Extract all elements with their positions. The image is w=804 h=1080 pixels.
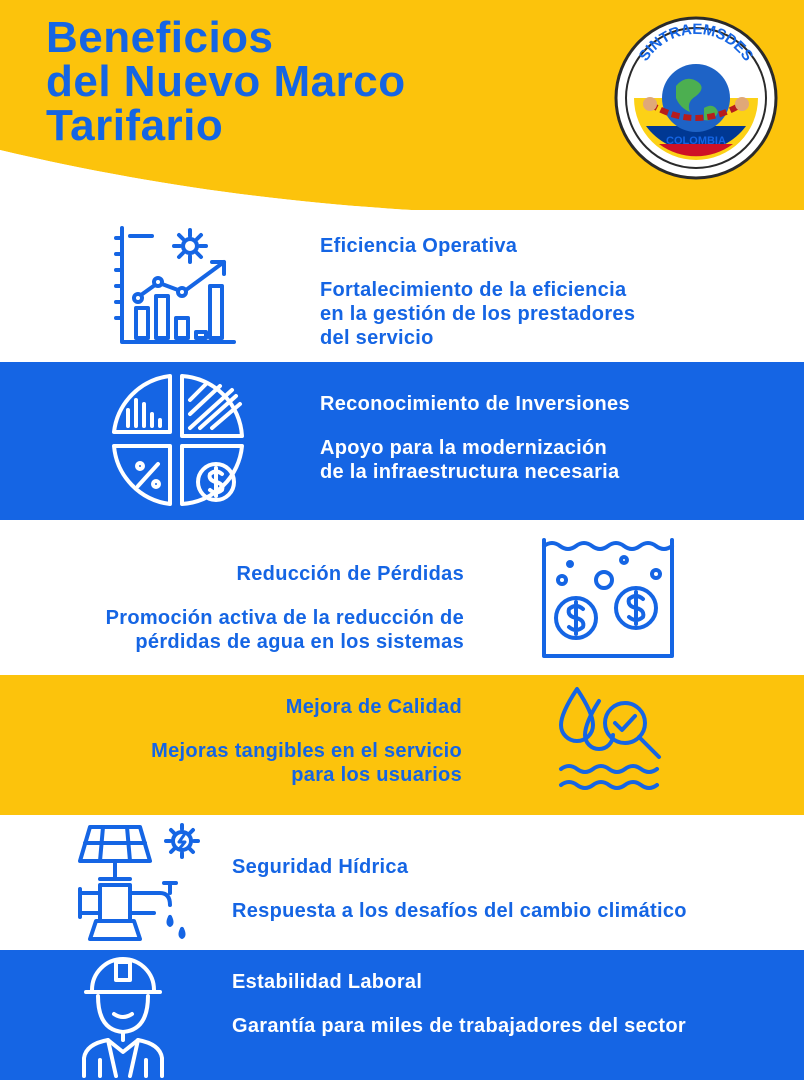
benefit-eficiencia-operativa: [0, 210, 804, 362]
title-line-1: Beneficios: [46, 13, 274, 62]
benefit-2-title: Reconocimiento de Inversiones: [320, 393, 630, 415]
benefit-reduccion-perdidas: [0, 520, 804, 675]
benefit-5-description: Respuesta a los desafíos del cambio climático: [232, 900, 687, 922]
water-quality-magnifier-icon: [555, 683, 667, 797]
benefit-seguridad-hidrica: [0, 815, 804, 950]
page-title: [46, 13, 406, 150]
title-line-3: Tarifario: [46, 101, 224, 150]
benefit-reconocimiento-inversiones: [0, 362, 804, 520]
benefit-mejora-calidad: [0, 675, 804, 815]
solar-water-pump-icon: [70, 821, 210, 947]
benefit-3-title: Reducción de Pérdidas: [236, 563, 464, 585]
logo-text: SINTRAEMSDES: [635, 20, 757, 65]
water-money-bubbles-icon: [540, 536, 676, 660]
benefit-4-description: Mejoras tangibles en el servicio para los usuarios: [151, 740, 462, 786]
benefit-5-title: Seguridad Hídrica: [232, 856, 409, 878]
benefit-4-text: [151, 695, 462, 787]
benefit-1-title: Eficiencia Operativa: [320, 235, 518, 257]
benefit-1-description: Fortalecimiento de la eficiencia en la gestión de los prestadores del servicio: [320, 279, 636, 349]
worker-hardhat-icon: [78, 956, 168, 1078]
sintraemsdes-logo: [614, 16, 778, 180]
benefit-2-text: [320, 392, 630, 484]
benefit-1-text: [320, 234, 635, 350]
benefit-2-description: Apoyo para la modernización de la infraestructura necesaria: [320, 437, 620, 483]
benefit-5-text: [232, 855, 687, 923]
benefit-4-title: Mejora de Calidad: [285, 696, 462, 718]
title-line-2: del Nuevo Marco: [46, 57, 406, 106]
benefit-3-description: Promoción activa de la reducción de pérdidas de agua en los sistemas: [105, 607, 464, 653]
benefit-6-description: Garantía para miles de trabajadores del sector: [232, 1015, 686, 1037]
benefit-3-text: [106, 562, 464, 654]
growth-chart-gear-icon: [112, 224, 238, 348]
benefit-estabilidad-laboral: [0, 950, 804, 1080]
header: [0, 0, 804, 215]
logo-country: COLOMBIA: [666, 135, 726, 147]
benefit-6-text: [232, 970, 686, 1038]
benefit-6-title: Estabilidad Laboral: [232, 971, 423, 993]
pie-chart-investment-icon: [108, 370, 248, 510]
